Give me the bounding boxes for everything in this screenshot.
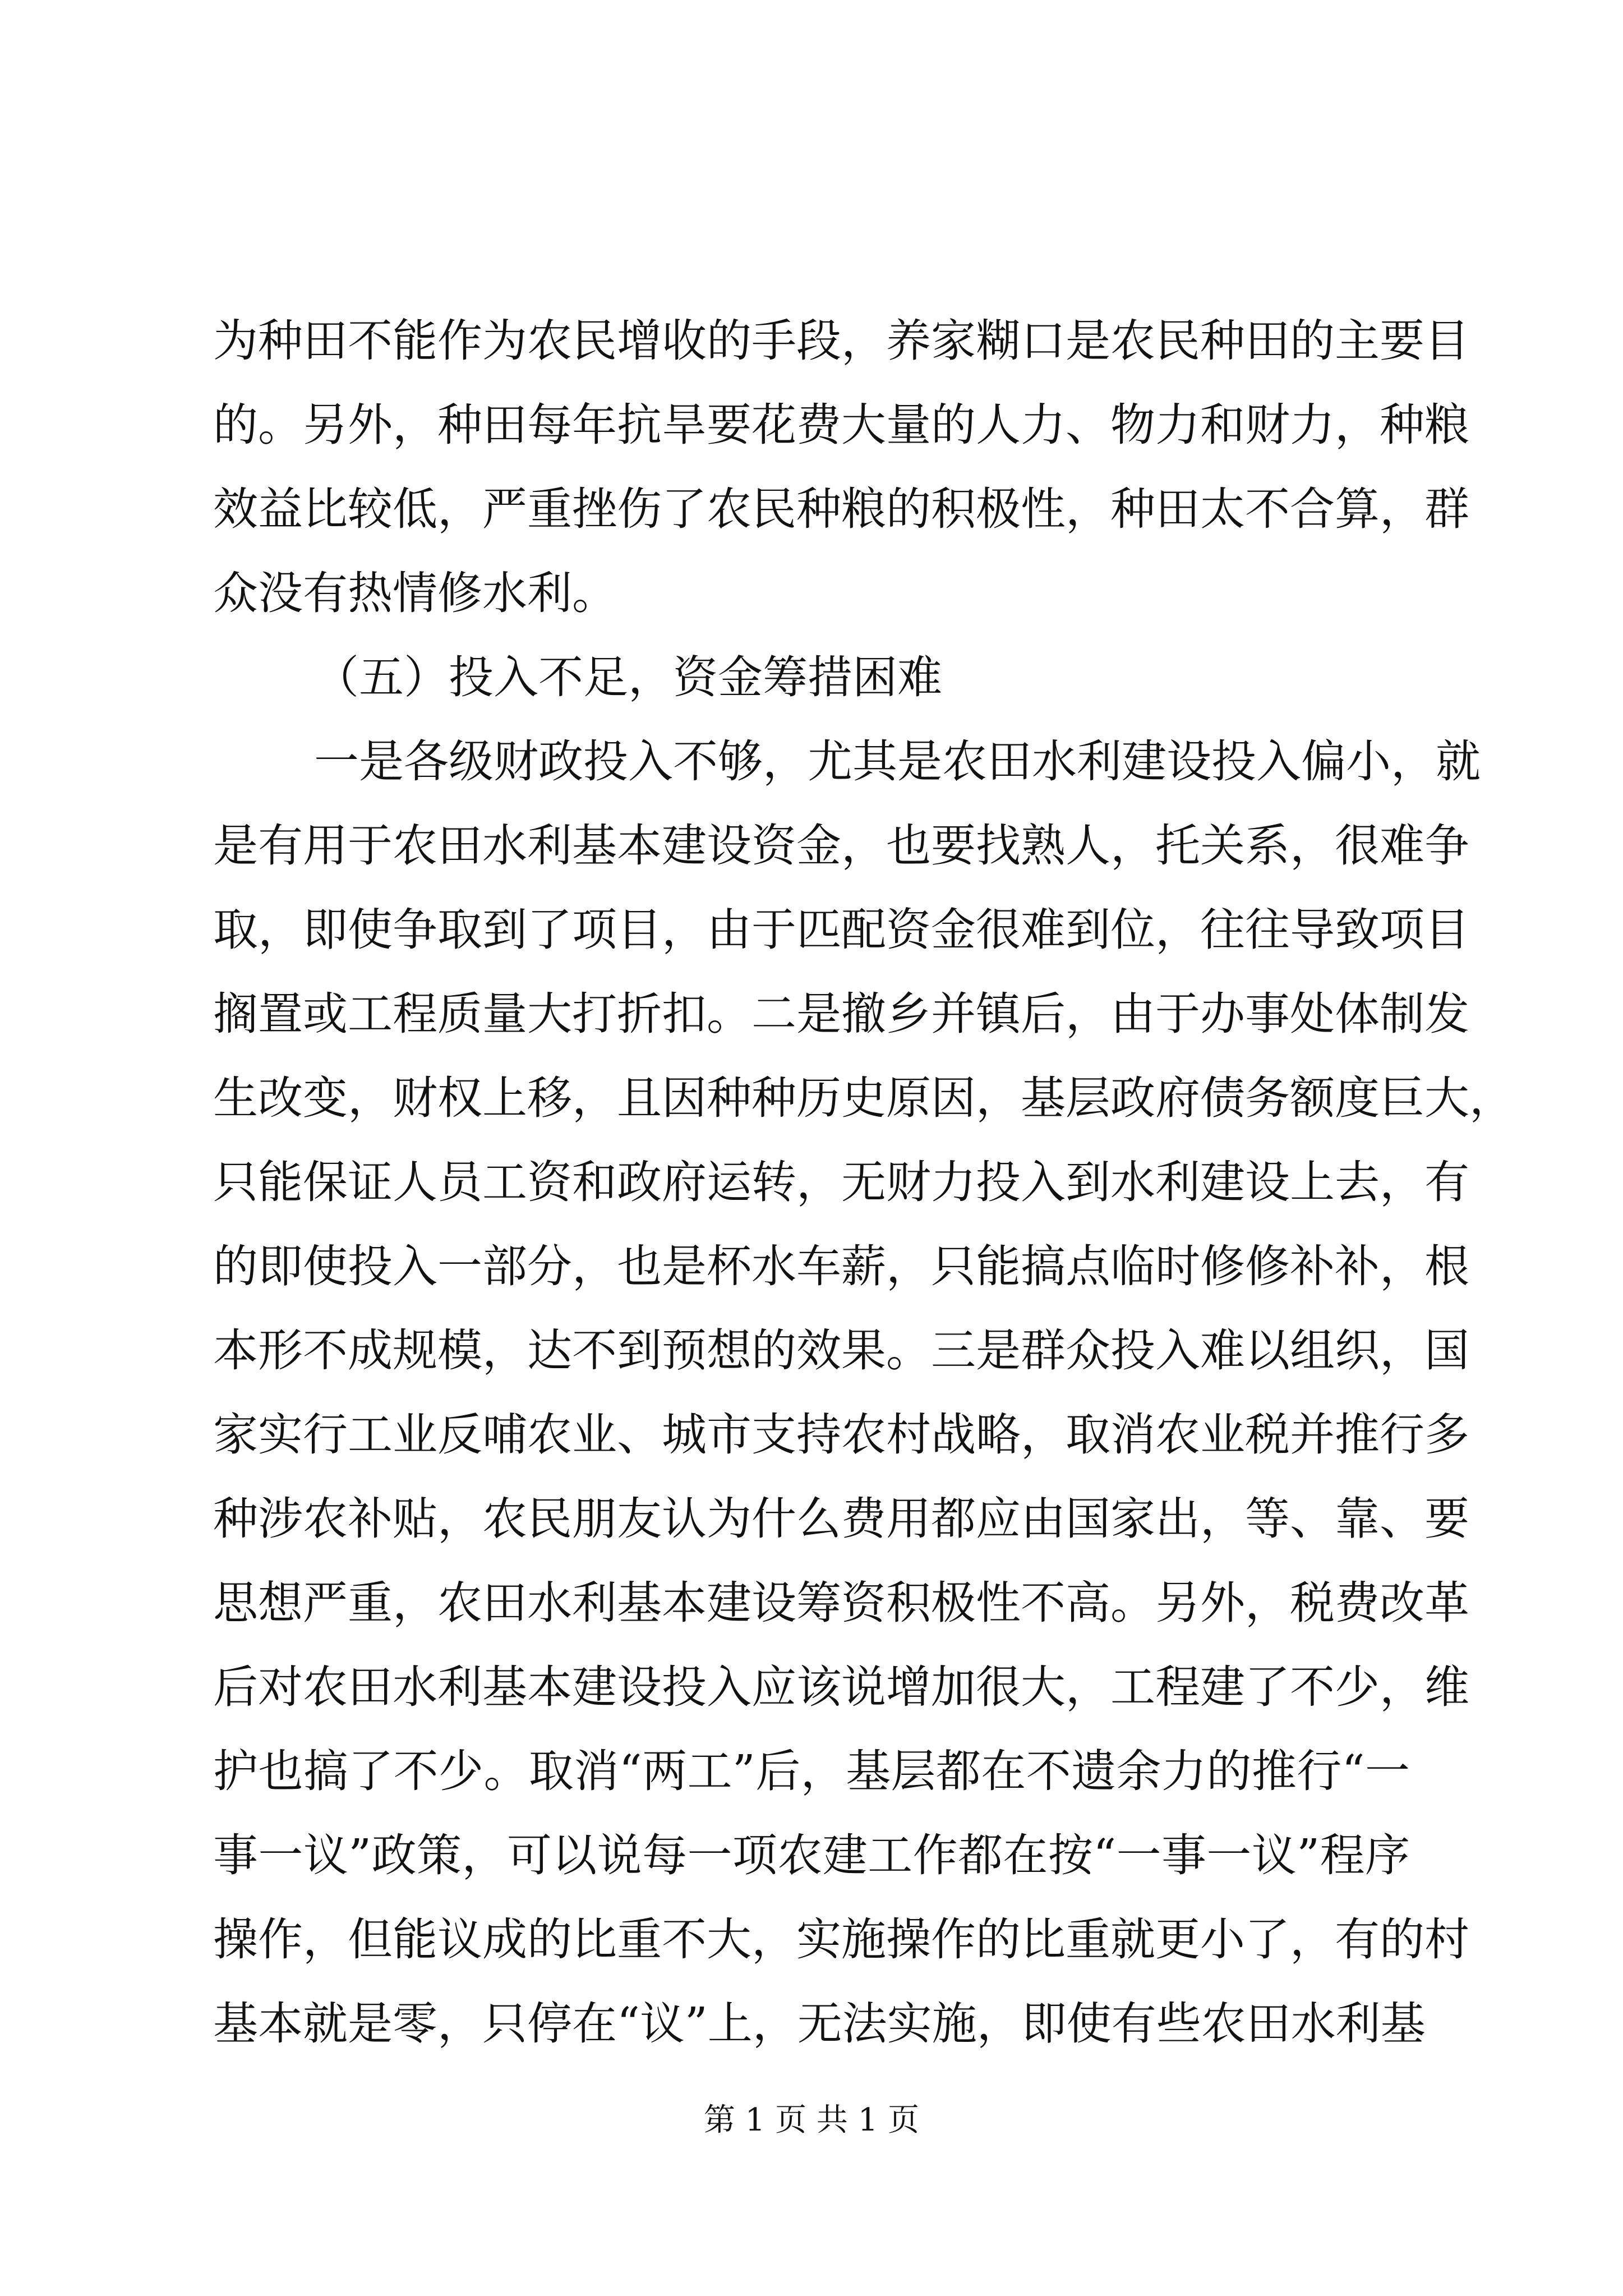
paragraph-line: 取，即使争取到了项目，由于匹配资金很难到位，往往导致项目 [213, 904, 1469, 956]
paragraph-line: 为种田不能作为农民增收的手段，养家糊口是农民种田的主要目 [213, 315, 1469, 367]
paragraph-line: 一是各级财政投入不够，尤其是农田水利建设投入偏小，就 [314, 735, 1481, 788]
paragraph-line: 搁置或工程质量大打折扣。二是撤乡并镇后，由于办事处体制发 [213, 988, 1469, 1040]
paragraph-line: 是有用于农田水利基本建设资金，也要找熟人，托关系，很难争 [213, 820, 1469, 872]
paragraph-line: 后对农田水利基本建设投入应该说增加很大，工程建了不少，维 [213, 1661, 1469, 1713]
paragraph-line: 本形不成规模，达不到预想的效果。三是群众投入难以组织，国 [213, 1324, 1469, 1377]
paragraph-line: 效益比较低，严重挫伤了农民种粮的积极性，种田太不合算，群 [213, 483, 1469, 535]
paragraph-line: 的即使投入一部分，也是杯水车薪，只能搞点临时修修补补，根 [213, 1240, 1469, 1292]
paragraph-line: 的。另外，种田每年抗旱要花费大量的人力、物力和财力，种粮 [213, 399, 1469, 451]
paragraph-line: 种涉农补贴，农民朋友认为什么费用都应由国家出，等、靠、要 [213, 1493, 1469, 1545]
page-footer: 第 1 页 共 1 页 [703, 2102, 920, 2138]
paragraph-line: 生改变，财权上移，且因种种历史原因，基层政府债务额度巨大， [213, 1072, 1514, 1124]
section-heading: （五）投入不足，资金筹措困难 [314, 651, 942, 703]
paragraph-line: 只能保证人员工资和政府运转，无财力投入到水利建设上去，有 [213, 1156, 1469, 1208]
paragraph-line: 基本就是零，只停在“议”上，无法实施，即使有些农田水利基 [213, 1998, 1426, 2050]
paragraph-line: 思想严重，农田水利基本建设筹资积极性不高。另外，税费改革 [213, 1577, 1469, 1629]
paragraph-line: 操作，但能议成的比重不大，实施操作的比重就更小了，有的村 [213, 1913, 1469, 1966]
paragraph-line: 事一议”政策，可以说每一项农建工作都在按“一事一议”程序 [213, 1829, 1410, 1881]
paragraph-line: 护也搞了不少。取消“两工”后，基层都在不遗余力的推行“一 [213, 1745, 1410, 1797]
paragraph-line: 众没有热情修水利。 [213, 567, 617, 619]
paragraph-line: 家实行工业反哺农业、城市支持农村战略，取消农业税并推行多 [213, 1409, 1469, 1461]
